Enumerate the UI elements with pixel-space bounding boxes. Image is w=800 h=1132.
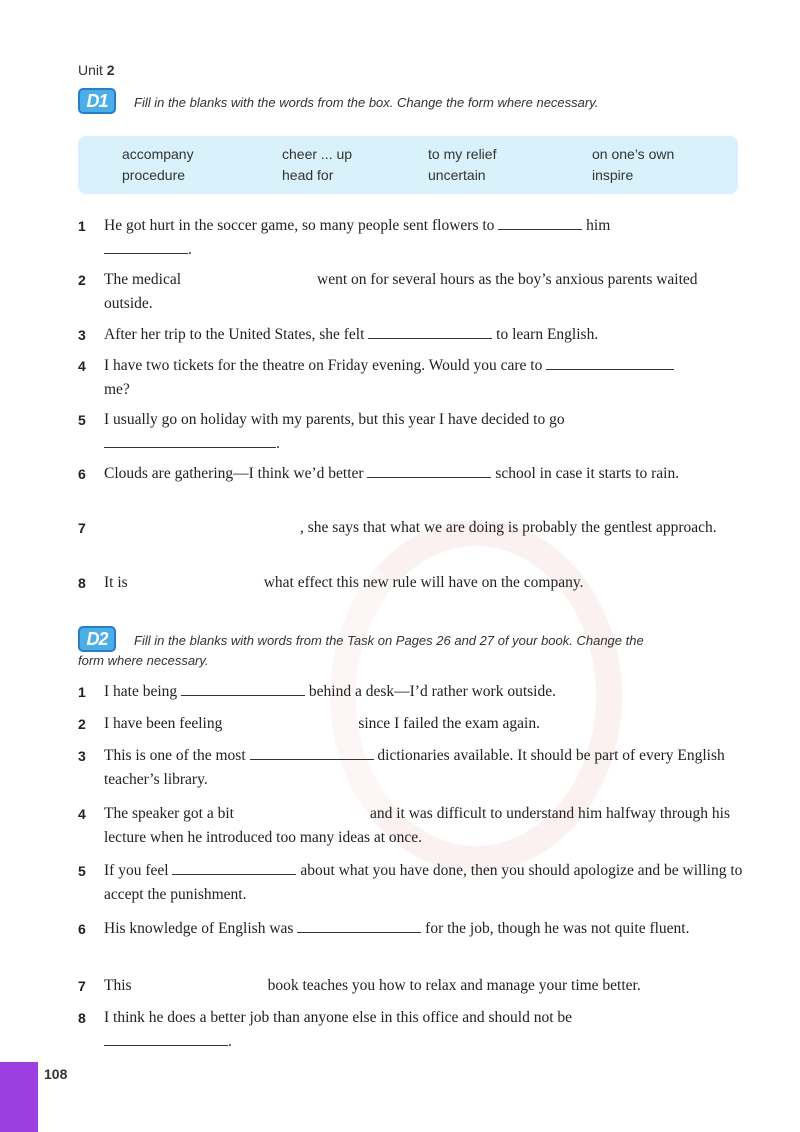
question-text: school in case it starts to rain. xyxy=(491,465,680,482)
question-number: 4 xyxy=(78,358,86,374)
d2-header xyxy=(78,626,738,670)
question-number: 7 xyxy=(78,978,86,994)
word-box xyxy=(78,136,738,194)
question-number: 6 xyxy=(78,466,86,482)
d1-instruction: Fill in the blanks with the words from the box. Change the form where necessary. xyxy=(134,95,599,110)
answer-blank[interactable] xyxy=(498,215,582,230)
question-text: . xyxy=(228,1033,232,1050)
d2-question-6 xyxy=(78,917,743,941)
question-text: behind a desk—I’d rather work outside. xyxy=(305,683,556,700)
question-text: This xyxy=(104,977,132,994)
question-text: . xyxy=(188,241,192,258)
d1-question-4 xyxy=(78,354,743,402)
d2-badge: D2 xyxy=(78,626,116,652)
d2-question-7 xyxy=(78,974,743,998)
d1-question-8 xyxy=(78,571,743,595)
question-text: I have two tickets for the theatre on Friday evening. Would you care to xyxy=(104,357,547,374)
answer-blank[interactable] xyxy=(367,463,491,478)
answer-blank[interactable] xyxy=(104,433,276,448)
word-box-item: cheer ... up xyxy=(282,146,353,162)
question-number: 6 xyxy=(78,921,86,937)
word-box-item: inspire xyxy=(592,167,634,183)
d2-question-3 xyxy=(78,744,743,792)
answer-blank[interactable] xyxy=(368,324,492,339)
question-text: about what you have done, then you should apologize and be willing to accept the punishment. xyxy=(104,862,743,903)
question-number: 1 xyxy=(78,684,86,700)
question-text: for the job, though he was not quite fluent. xyxy=(421,920,690,937)
d1-badge: D1 xyxy=(78,88,116,114)
question-number: 2 xyxy=(78,272,86,288)
question-text: I hate being xyxy=(104,683,182,700)
question-text: to learn English. xyxy=(492,326,599,343)
question-text: , she says that what we are doing is probably the gentlest approach. xyxy=(300,519,717,536)
question-number: 3 xyxy=(78,748,86,764)
answer-blank[interactable] xyxy=(181,681,305,696)
d1-question-2 xyxy=(78,268,743,316)
question-text: His knowledge of English was xyxy=(104,920,298,937)
d2-question-8 xyxy=(78,1006,743,1054)
question-number: 2 xyxy=(78,716,86,732)
question-number: 3 xyxy=(78,327,86,343)
answer-blank[interactable] xyxy=(297,918,421,933)
d2-question-5 xyxy=(78,859,743,907)
question-text: dictionaries available. It should be part of every English teacher’s library. xyxy=(104,747,725,788)
page-edge-tab xyxy=(0,1062,38,1132)
question-text: The speaker got a bit xyxy=(104,805,234,822)
question-text: and it was difficult to understand him halfway through his lecture when he introduced too many ideas at once. xyxy=(104,805,731,846)
unit-word: Unit xyxy=(78,62,103,78)
question-text: I think he does a better job than anyone else in this office and should not be xyxy=(104,1009,573,1026)
question-text: I have been feeling xyxy=(104,715,223,732)
answer-blank[interactable] xyxy=(104,239,188,254)
question-text: since I failed the exam again. xyxy=(358,715,540,732)
word-box-item: to my relief xyxy=(428,146,497,162)
answer-blank[interactable] xyxy=(546,355,674,370)
d1-question-1 xyxy=(78,214,743,262)
question-number: 4 xyxy=(78,806,86,822)
question-text: The medical xyxy=(104,271,182,288)
question-text: what effect this new rule will have on the company. xyxy=(263,574,584,591)
question-number: 7 xyxy=(78,520,86,536)
question-text: book teaches you how to relax and manage your time better. xyxy=(267,977,641,994)
word-box-item: accompany xyxy=(122,146,194,162)
word-box-item: procedure xyxy=(122,167,186,183)
question-text: . xyxy=(276,435,280,452)
question-number: 5 xyxy=(78,863,86,879)
d2-question-1 xyxy=(78,680,743,704)
unit-number: 2 xyxy=(106,62,115,78)
question-text: He got hurt in the soccer game, so many people sent flowers to xyxy=(104,217,499,234)
d2-question-2 xyxy=(78,712,743,736)
answer-blank[interactable] xyxy=(104,1031,228,1046)
question-number: 5 xyxy=(78,412,86,428)
question-number: 8 xyxy=(78,1010,86,1026)
d1-question-5 xyxy=(78,408,743,456)
d2-question-4 xyxy=(78,802,743,850)
question-text: went on for several hours as the boy’s anxious parents waited outside. xyxy=(104,271,698,312)
d1-question-6 xyxy=(78,462,743,486)
question-text: Clouds are gathering—I think we’d better xyxy=(104,465,368,482)
question-text: If you feel xyxy=(104,862,173,879)
question-text: It is xyxy=(104,574,128,591)
question-text: I usually go on holiday with my parents, but this year I have decided to go xyxy=(104,411,565,428)
d1-header xyxy=(78,88,598,114)
word-box-item: uncertain xyxy=(428,167,486,183)
d1-question-7 xyxy=(78,516,743,540)
answer-blank[interactable] xyxy=(172,860,296,875)
question-number: 8 xyxy=(78,575,86,591)
page-number: 108 xyxy=(44,1066,68,1082)
d2-instruction-cont: form where necessary. xyxy=(78,653,209,668)
question-text: me? xyxy=(104,381,130,398)
question-text: After her trip to the United States, she felt xyxy=(104,326,369,343)
question-text: This is one of the most xyxy=(104,747,250,764)
word-box-item: on one’s own xyxy=(592,146,675,162)
d2-instruction: Fill in the blanks with words from the Task on Pages 26 and 27 of your book. Change the xyxy=(134,633,644,648)
word-box-item: head for xyxy=(282,167,334,183)
unit-label xyxy=(78,62,115,78)
question-text: him xyxy=(582,217,611,234)
answer-blank[interactable] xyxy=(250,745,374,760)
question-number: 1 xyxy=(78,218,86,234)
d1-question-3 xyxy=(78,323,743,347)
